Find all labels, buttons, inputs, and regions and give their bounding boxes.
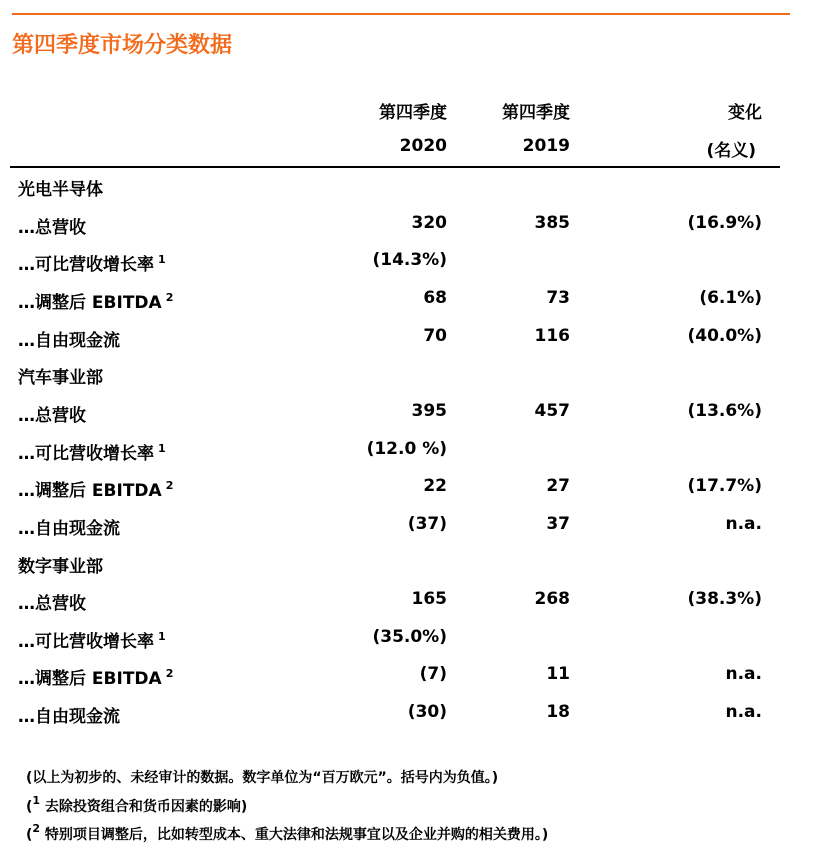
row-label-with-footnote bbox=[18, 476, 173, 501]
row-label: …可比营收增长率 bbox=[18, 255, 154, 276]
header-col-2020-line2: 2020 bbox=[399, 136, 447, 156]
value-2020: (7) bbox=[419, 664, 447, 685]
row-label-with-footnote bbox=[18, 250, 166, 275]
table-row bbox=[0, 288, 816, 318]
row-label: …总营收 bbox=[18, 405, 86, 426]
value-change: (16.9%) bbox=[687, 212, 762, 233]
table-row bbox=[0, 213, 816, 243]
row-label: …调整后 EBITDA bbox=[18, 292, 162, 313]
footnote-paren: ( bbox=[26, 827, 33, 843]
value-change: (13.6%) bbox=[687, 400, 762, 421]
footnotes bbox=[26, 764, 548, 850]
row-label: …自由现金流 bbox=[18, 330, 120, 351]
table-row bbox=[0, 476, 816, 506]
value-2020: 320 bbox=[411, 212, 447, 233]
table-row bbox=[0, 250, 816, 280]
row-label: …可比营收增长率 bbox=[18, 631, 154, 652]
value-2019: 457 bbox=[534, 400, 570, 421]
table-row bbox=[0, 326, 816, 356]
value-change: (40.0%) bbox=[687, 325, 762, 346]
footnote-marker: 1 bbox=[158, 629, 166, 643]
row-label-with-footnote bbox=[18, 288, 173, 313]
section-header-row bbox=[0, 363, 816, 393]
row-label: …自由现金流 bbox=[18, 518, 120, 539]
section-header-row bbox=[0, 175, 816, 205]
value-2019: 268 bbox=[534, 589, 570, 610]
table-row bbox=[0, 664, 816, 694]
value-change: (17.7%) bbox=[687, 476, 762, 497]
row-label: …总营收 bbox=[18, 594, 86, 615]
value-2020: (14.3%) bbox=[372, 250, 447, 271]
value-2019: 385 bbox=[534, 212, 570, 233]
value-2019: 11 bbox=[546, 664, 570, 685]
value-change: (38.3%) bbox=[687, 589, 762, 610]
row-label: 汽车事业部 bbox=[18, 368, 103, 389]
row-label: …自由现金流 bbox=[18, 707, 120, 728]
value-2020: (37) bbox=[407, 513, 447, 534]
table-row bbox=[0, 514, 816, 544]
value-change: (6.1%) bbox=[699, 287, 762, 308]
header-col-2019-line2: 2019 bbox=[522, 136, 570, 156]
header-col-change-line1: 变化 bbox=[728, 103, 762, 123]
value-2020: 22 bbox=[423, 476, 447, 497]
value-2020: 165 bbox=[411, 589, 447, 610]
row-label-with-footnote bbox=[18, 627, 166, 652]
page-title: 第四季度市场分类数据 bbox=[12, 33, 233, 58]
footnote-text: (以上为初步的、未经审计的数据。数字单位为“百万欧元”。括号内为负值。) bbox=[26, 770, 499, 786]
value-2020: (35.0%) bbox=[372, 626, 447, 647]
footnote-marker: 1 bbox=[158, 441, 166, 455]
header-col-2020-line1: 第四季度 bbox=[379, 103, 447, 123]
footnote-paren: ( bbox=[26, 798, 33, 815]
footnote-marker: 2 bbox=[165, 290, 174, 304]
row-label: 光电半导体 bbox=[18, 180, 103, 200]
footnote-marker: 1 bbox=[158, 253, 166, 267]
value-2019: 73 bbox=[546, 287, 570, 308]
value-change: n.a. bbox=[725, 513, 762, 534]
value-2020: 70 bbox=[423, 325, 447, 346]
value-2020: (12.0 %) bbox=[366, 438, 447, 459]
header-rule bbox=[10, 166, 780, 168]
footnote-marker: 2 bbox=[165, 667, 174, 681]
row-label: …调整后 EBITDA bbox=[18, 481, 162, 502]
value-2020: (30) bbox=[407, 702, 447, 723]
header-col-2019-line1: 第四季度 bbox=[502, 103, 570, 123]
value-2019: 18 bbox=[546, 702, 570, 723]
table-row bbox=[0, 439, 816, 469]
section-header-row bbox=[0, 552, 816, 582]
row-label-with-footnote bbox=[18, 664, 173, 689]
table-row bbox=[0, 589, 816, 619]
value-change: n.a. bbox=[725, 664, 762, 685]
footnote-text: 去除投资组合和货币因素的影响) bbox=[40, 798, 248, 815]
value-2020: 68 bbox=[423, 287, 447, 308]
table-row bbox=[0, 627, 816, 657]
footnote-0 bbox=[26, 764, 548, 793]
footnote-marker: 2 bbox=[165, 479, 174, 493]
footnote-marker: 2 bbox=[32, 822, 41, 835]
footnote-1 bbox=[26, 793, 548, 822]
value-2020: 395 bbox=[411, 400, 447, 421]
row-label: …总营收 bbox=[18, 217, 86, 238]
row-label-with-footnote bbox=[18, 439, 166, 464]
top-accent-rule bbox=[12, 13, 790, 15]
row-label: 数字事业部 bbox=[18, 556, 103, 577]
value-2019: 37 bbox=[546, 513, 570, 534]
value-2019: 27 bbox=[546, 476, 570, 497]
footnote-2 bbox=[26, 821, 548, 850]
header-col-change-line2: (名义) bbox=[706, 141, 756, 161]
row-label: …调整后 EBITDA bbox=[18, 669, 162, 690]
value-change: n.a. bbox=[725, 702, 762, 723]
row-label: …可比营收增长率 bbox=[18, 443, 154, 464]
table-row bbox=[0, 702, 816, 732]
footnote-marker: 1 bbox=[32, 793, 41, 807]
footnote-text: 特别项目调整后，比如转型成本、重大法律和法规事宜以及企业并购的相关费用。) bbox=[40, 827, 549, 843]
value-2019: 116 bbox=[534, 325, 570, 346]
table-row bbox=[0, 401, 816, 431]
